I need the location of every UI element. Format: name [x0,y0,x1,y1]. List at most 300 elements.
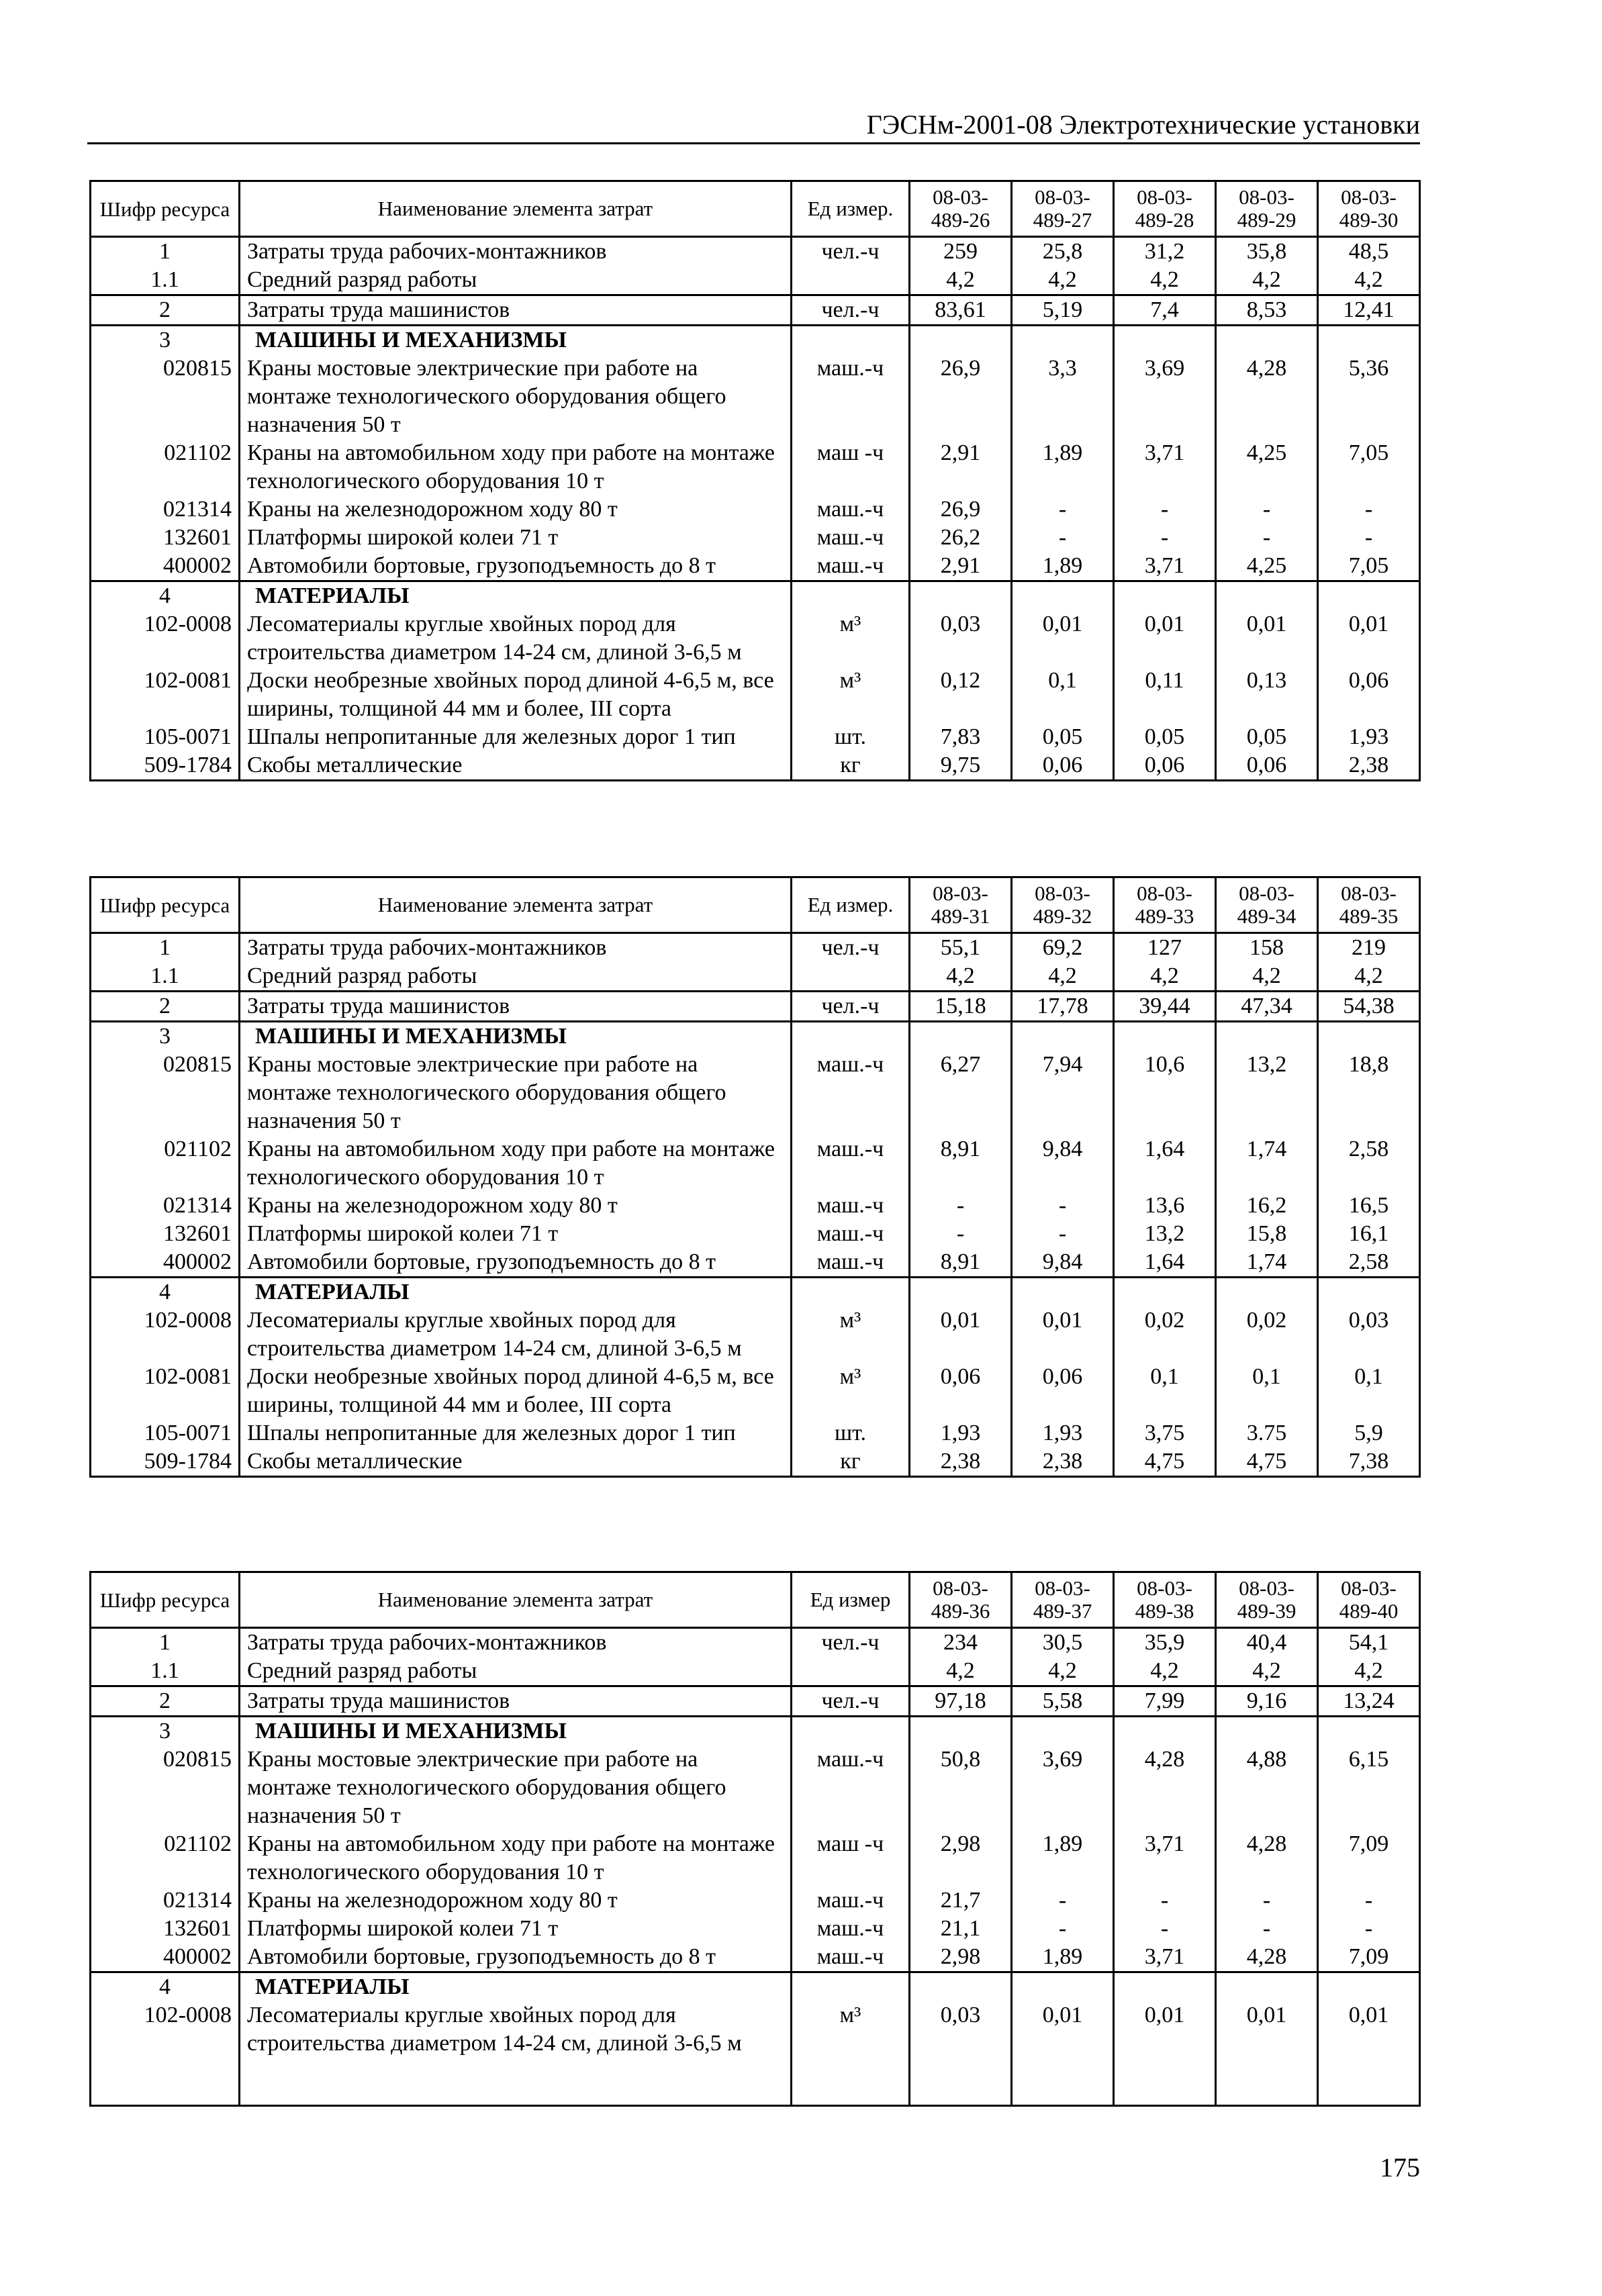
element-name: Платформы широкой колеи 71 т [240,1915,792,1943]
resource-code: 132601 [91,524,240,552]
table-row [91,1447,1420,1477]
value-cell: 4,2 [1012,962,1114,992]
value-cell: 4,2 [1216,266,1318,295]
value-cell: 2,98 [910,1830,1012,1886]
value-cell [1012,326,1114,355]
resource-column-header: 08-03-489-31 [910,877,1012,933]
resource-column-header: 08-03-489-32 [1012,877,1114,933]
unit-cell: м³ [792,1306,910,1363]
element-name: Краны на железнодорожном ходу 80 т [240,1886,792,1915]
value-cell: 127 [1114,933,1216,963]
unit-cell: маш.-ч [792,1915,910,1943]
value-cell: 9,75 [910,751,1012,781]
value-cell: 30,5 [1012,1628,1114,1658]
table-row [91,933,1420,963]
value-cell [1012,1278,1114,1307]
value-cell: 15,18 [910,992,1012,1022]
value-cell: 13,6 [1114,1192,1216,1220]
resource-column-header: 08-03-489-37 [1012,1572,1114,1628]
value-cell [1216,1022,1318,1051]
unit-cell: маш.-ч [792,495,910,524]
value-cell: 17,78 [1012,992,1114,1022]
value-cell: 1,93 [1318,723,1420,751]
section-row [91,1972,1420,2002]
value-cell: 4,2 [910,1657,1012,1686]
value-cell: 1,89 [1012,1830,1114,1886]
element-name: Платформы широкой колеи 71 т [240,524,792,552]
resource-table-2 [89,876,1421,1478]
value-cell: - [1318,495,1420,524]
section-title: МАТЕРИАЛЫ [240,1278,792,1307]
value-cell: 7,09 [1318,1830,1420,1886]
unit-cell: маш.-ч [792,354,910,439]
table-row [91,610,1420,667]
empty-cell [1012,2058,1114,2106]
unit-cell [792,1278,910,1307]
value-cell [1318,1022,1420,1051]
table-row [91,1915,1420,1943]
resource-code: 4 [91,1972,240,2002]
empty-cell [91,2058,240,2106]
value-cell: 2,58 [1318,1135,1420,1192]
value-cell: 4,28 [1216,1943,1318,1972]
value-cell: - [1114,524,1216,552]
value-cell: 4,28 [1216,354,1318,439]
table-row [91,1943,1420,1972]
unit-column-header: Ед измер. [792,877,910,933]
unit-cell: маш.-ч [792,1192,910,1220]
table-header-row [91,877,1420,933]
value-cell [1012,1022,1114,1051]
element-name: Краны на железнодорожном ходу 80 т [240,495,792,524]
value-cell: 0,05 [1114,723,1216,751]
value-cell: 8,91 [910,1248,1012,1278]
value-cell: 16,5 [1318,1192,1420,1220]
value-cell: 40,4 [1216,1628,1318,1658]
resource-code: 021102 [91,1135,240,1192]
table-row [91,1363,1420,1419]
unit-cell: маш.-ч [792,1220,910,1248]
value-cell: 16,2 [1216,1192,1318,1220]
section-row [91,326,1420,355]
value-cell: 13,2 [1216,1051,1318,1135]
value-cell: 4,2 [910,266,1012,295]
table-header-row [91,181,1420,237]
value-cell [910,1022,1012,1051]
element-name: Автомобили бортовые, грузоподъемность до 8 т [240,1943,792,1972]
table-row [91,354,1420,439]
element-name: Краны мостовые электрические при работе на монтаже технологического оборудования общего назначения 50 т [240,354,792,439]
table-row [91,237,1420,267]
resource-code: 021314 [91,1886,240,1915]
value-cell: 8,53 [1216,295,1318,326]
value-cell: 0,02 [1216,1306,1318,1363]
value-cell: 21,7 [910,1886,1012,1915]
value-cell: 4,2 [1114,266,1216,295]
resource-code: 1.1 [91,1657,240,1686]
value-cell: 9,84 [1012,1135,1114,1192]
value-cell: - [910,1220,1012,1248]
resource-column-header: 08-03-489-40 [1318,1572,1420,1628]
resource-column-header: 08-03-489-36 [910,1572,1012,1628]
table-row [91,992,1420,1022]
section-title: МАТЕРИАЛЫ [240,581,792,611]
element-name: Лесоматериалы круглые хвойных пород для строительства диаметром 14-24 см, длиной 3-6,5 м [240,2001,792,2058]
value-cell [1114,1278,1216,1307]
value-cell: 26,9 [910,354,1012,439]
value-cell: 7,05 [1318,439,1420,495]
section-row [91,581,1420,611]
value-cell: 259 [910,237,1012,267]
value-cell: 4,75 [1216,1447,1318,1477]
value-cell: 7,94 [1012,1051,1114,1135]
name-column-header: Наименование элемента затрат [240,877,792,933]
value-cell: 4,2 [910,962,1012,992]
table-row [91,723,1420,751]
table-row [91,552,1420,581]
resource-code: 1.1 [91,266,240,295]
empty-cell [792,2058,910,2106]
element-name: Краны мостовые электрические при работе на монтаже технологического оборудования общего назначения 50 т [240,1745,792,1830]
value-cell: 4,2 [1318,266,1420,295]
resource-column-header: 08-03-489-28 [1114,181,1216,237]
value-cell [1318,326,1420,355]
value-cell [1216,581,1318,611]
element-name: Краны на железнодорожном ходу 80 т [240,1192,792,1220]
table-row [91,1657,1420,1686]
value-cell: 0,1 [1012,667,1114,723]
resource-code: 020815 [91,1051,240,1135]
value-cell: - [1216,495,1318,524]
value-cell [910,581,1012,611]
value-cell: 4,2 [1012,266,1114,295]
section-row [91,1022,1420,1051]
value-cell: - [910,1192,1012,1220]
value-cell: 0,13 [1216,667,1318,723]
value-cell: 7,05 [1318,552,1420,581]
empty-cell [240,2058,792,2106]
value-cell: 0,02 [1114,1306,1216,1363]
resource-code: 2 [91,1686,240,1717]
element-name: Лесоматериалы круглые хвойных пород для строительства диаметром 14-24 см, длиной 3-6,5 м [240,610,792,667]
value-cell: 2,38 [1318,751,1420,781]
value-cell: - [1114,1886,1216,1915]
value-cell: 3,71 [1114,1830,1216,1886]
value-cell: 0,03 [1318,1306,1420,1363]
value-cell: 0,01 [1114,2001,1216,2058]
value-cell: 0,05 [1216,723,1318,751]
unit-cell: маш.-ч [792,1886,910,1915]
value-cell: 55,1 [910,933,1012,963]
resource-column-header: 08-03-489-26 [910,181,1012,237]
unit-cell: м³ [792,1363,910,1419]
value-cell: 7,38 [1318,1447,1420,1477]
table-row [91,439,1420,495]
value-cell [910,1278,1012,1307]
resource-column-header: 08-03-489-34 [1216,877,1318,933]
value-cell: 6,27 [910,1051,1012,1135]
unit-cell: м³ [792,667,910,723]
value-cell: 4,2 [1318,962,1420,992]
section-title: МАШИНЫ И МЕХАНИЗМЫ [240,326,792,355]
value-cell: 0,01 [1114,610,1216,667]
value-cell: 0,06 [1318,667,1420,723]
value-cell: - [1012,1220,1114,1248]
unit-cell: шт. [792,723,910,751]
empty-cell [1216,2058,1318,2106]
element-name: Скобы металлические [240,1447,792,1477]
resource-code: 1.1 [91,962,240,992]
element-name: Краны на автомобильном ходу при работе на монтаже технологического оборудования 10 т [240,1135,792,1192]
value-cell: 3,69 [1114,354,1216,439]
value-cell: - [1318,524,1420,552]
value-cell: 25,8 [1012,237,1114,267]
unit-cell [792,581,910,611]
table-row [91,1306,1420,1363]
value-cell: 0,06 [910,1363,1012,1419]
value-cell: 0,12 [910,667,1012,723]
unit-cell [792,1717,910,1746]
value-cell: 3,3 [1012,354,1114,439]
value-cell: 48,5 [1318,237,1420,267]
unit-cell: маш -ч [792,439,910,495]
value-cell: 4,2 [1216,1657,1318,1686]
table-header-row [91,1572,1420,1628]
element-name: Доски необрезные хвойных пород длиной 4-6,5 м, все ширины, толщиной 44 мм и более, III сорта [240,1363,792,1419]
unit-cell: маш.-ч [792,552,910,581]
element-name: Шпалы непропитанные для железных дорог 1 тип [240,723,792,751]
section-title: МАТЕРИАЛЫ [240,1972,792,2002]
section-title: МАШИНЫ И МЕХАНИЗМЫ [240,1022,792,1051]
value-cell: 0,03 [910,2001,1012,2058]
resource-column-header: 08-03-489-29 [1216,181,1318,237]
value-cell: 0,06 [1114,751,1216,781]
value-cell: 26,2 [910,524,1012,552]
value-cell: 4,75 [1114,1447,1216,1477]
value-cell [1318,1278,1420,1307]
value-cell [1012,1717,1114,1746]
value-cell [910,1717,1012,1746]
unit-cell: маш.-ч [792,1135,910,1192]
table-row [91,495,1420,524]
value-cell: 5,36 [1318,354,1420,439]
element-name: Средний разряд работы [240,962,792,992]
section-row [91,1278,1420,1307]
value-cell: 12,41 [1318,295,1420,326]
value-cell: 5,19 [1012,295,1114,326]
resource-code: 400002 [91,1248,240,1278]
unit-cell: маш.-ч [792,1051,910,1135]
value-cell: - [1216,1886,1318,1915]
unit-cell: кг [792,751,910,781]
value-cell: 0,01 [1012,1306,1114,1363]
value-cell [1216,326,1318,355]
table-row [91,1419,1420,1447]
element-name: Лесоматериалы круглые хвойных пород для строительства диаметром 14-24 см, длиной 3-6,5 м [240,1306,792,1363]
value-cell [1114,326,1216,355]
value-cell [1114,1972,1216,2002]
table-row [91,1745,1420,1830]
value-cell: 4,2 [1318,1657,1420,1686]
value-cell: - [1012,1915,1114,1943]
resource-code: 2 [91,992,240,1022]
value-cell: 9,16 [1216,1686,1318,1717]
value-cell: 1,93 [910,1419,1012,1447]
resource-column-header: 08-03-489-33 [1114,877,1216,933]
value-cell [1114,1022,1216,1051]
unit-cell [792,962,910,992]
value-cell: 3,71 [1114,1943,1216,1972]
value-cell: 13,2 [1114,1220,1216,1248]
table-row [91,1135,1420,1192]
value-cell [1216,1717,1318,1746]
header-rule [87,142,1420,144]
value-cell: 8,91 [910,1135,1012,1192]
element-name: Доски необрезные хвойных пород длиной 4-6,5 м, все ширины, толщиной 44 мм и более, III сорта [240,667,792,723]
table-row [91,1628,1420,1658]
value-cell: 26,9 [910,495,1012,524]
unit-cell: шт. [792,1419,910,1447]
table-row [91,1192,1420,1220]
value-cell [1318,1717,1420,1746]
resource-code: 1 [91,1628,240,1658]
resource-code: 021102 [91,439,240,495]
value-cell: 0,1 [1114,1363,1216,1419]
section-row [91,1717,1420,1746]
empty-cell [910,2058,1012,2106]
value-cell: 4,25 [1216,552,1318,581]
value-cell: 1,64 [1114,1248,1216,1278]
value-cell: - [1318,1915,1420,1943]
value-cell: - [1012,1886,1114,1915]
value-cell: 4,28 [1114,1745,1216,1830]
value-cell: - [1012,495,1114,524]
resource-code: 4 [91,581,240,611]
value-cell: 0,01 [1318,2001,1420,2058]
unit-cell: чел.-ч [792,933,910,963]
resource-code: 021102 [91,1830,240,1886]
resource-table-3 [89,1571,1421,2107]
resource-code: 021314 [91,1192,240,1220]
value-cell: 3.75 [1216,1419,1318,1447]
value-cell: 7,83 [910,723,1012,751]
filler-row [91,2058,1420,2106]
value-cell: - [1216,524,1318,552]
value-cell: 4,2 [1012,1657,1114,1686]
value-cell: 35,9 [1114,1628,1216,1658]
unit-cell: чел.-ч [792,992,910,1022]
element-name: Автомобили бортовые, грузоподъемность до 8 т [240,1248,792,1278]
element-name: Затраты труда рабочих-монтажников [240,1628,792,1658]
value-cell: 0,01 [1012,610,1114,667]
code-column-header: Шифр ресурса [91,877,240,933]
value-cell: 35,8 [1216,237,1318,267]
table-row [91,295,1420,326]
value-cell: 4,28 [1216,1830,1318,1886]
value-cell: 4,25 [1216,439,1318,495]
value-cell: 219 [1318,933,1420,963]
name-column-header: Наименование элемента затрат [240,1572,792,1628]
value-cell [1012,581,1114,611]
resource-column-header: 08-03-489-38 [1114,1572,1216,1628]
unit-cell: чел.-ч [792,237,910,267]
unit-cell: чел.-ч [792,1628,910,1658]
value-cell: 9,84 [1012,1248,1114,1278]
unit-cell: чел.-ч [792,295,910,326]
resource-code: 102-0081 [91,667,240,723]
resource-code: 1 [91,237,240,267]
value-cell: 0,06 [1012,1363,1114,1419]
table-row [91,962,1420,992]
unit-cell: маш.-ч [792,1745,910,1830]
resource-code: 105-0071 [91,723,240,751]
resource-code: 102-0081 [91,1363,240,1419]
resource-code: 4 [91,1278,240,1307]
value-cell: 39,44 [1114,992,1216,1022]
unit-cell [792,326,910,355]
table-row [91,1886,1420,1915]
resource-column-header: 08-03-489-39 [1216,1572,1318,1628]
value-cell: 50,8 [910,1745,1012,1830]
unit-cell: маш.-ч [792,1943,910,1972]
table-row [91,1686,1420,1717]
table-row [91,1051,1420,1135]
value-cell: 234 [910,1628,1012,1658]
resource-column-header: 08-03-489-30 [1318,181,1420,237]
element-name: Средний разряд работы [240,1657,792,1686]
value-cell [910,326,1012,355]
element-name: Затраты труда машинистов [240,992,792,1022]
value-cell: 0,01 [1318,610,1420,667]
element-name: Автомобили бортовые, грузоподъемность до 8 т [240,552,792,581]
value-cell: 7,4 [1114,295,1216,326]
value-cell: 15,8 [1216,1220,1318,1248]
resource-code: 2 [91,295,240,326]
table-row [91,524,1420,552]
value-cell: 158 [1216,933,1318,963]
value-cell [1216,1278,1318,1307]
value-cell: 54,1 [1318,1628,1420,1658]
value-cell: 6,15 [1318,1745,1420,1830]
resource-code: 509-1784 [91,751,240,781]
element-name: Затраты труда рабочих-монтажников [240,933,792,963]
table-row [91,266,1420,295]
value-cell: 0,06 [1216,751,1318,781]
value-cell [1318,581,1420,611]
value-cell: - [1318,1886,1420,1915]
element-name: Средний разряд работы [240,266,792,295]
empty-cell [1318,2058,1420,2106]
value-cell: 0,01 [910,1306,1012,1363]
resource-code: 020815 [91,354,240,439]
element-name: Шпалы непропитанные для железных дорог 1 тип [240,1419,792,1447]
empty-cell [1114,2058,1216,2106]
value-cell: 1,74 [1216,1135,1318,1192]
element-name: Краны на автомобильном ходу при работе на монтаже технологического оборудования 10 т [240,439,792,495]
unit-cell: чел.-ч [792,1686,910,1717]
value-cell: 2,58 [1318,1248,1420,1278]
value-cell [1012,1972,1114,2002]
resource-code: 509-1784 [91,1447,240,1477]
table-row [91,1248,1420,1278]
value-cell: 18,8 [1318,1051,1420,1135]
value-cell: 83,61 [910,295,1012,326]
value-cell: 13,24 [1318,1686,1420,1717]
value-cell: - [1114,1915,1216,1943]
value-cell: 1,89 [1012,439,1114,495]
value-cell: 69,2 [1012,933,1114,963]
value-cell: 0,06 [1012,751,1114,781]
